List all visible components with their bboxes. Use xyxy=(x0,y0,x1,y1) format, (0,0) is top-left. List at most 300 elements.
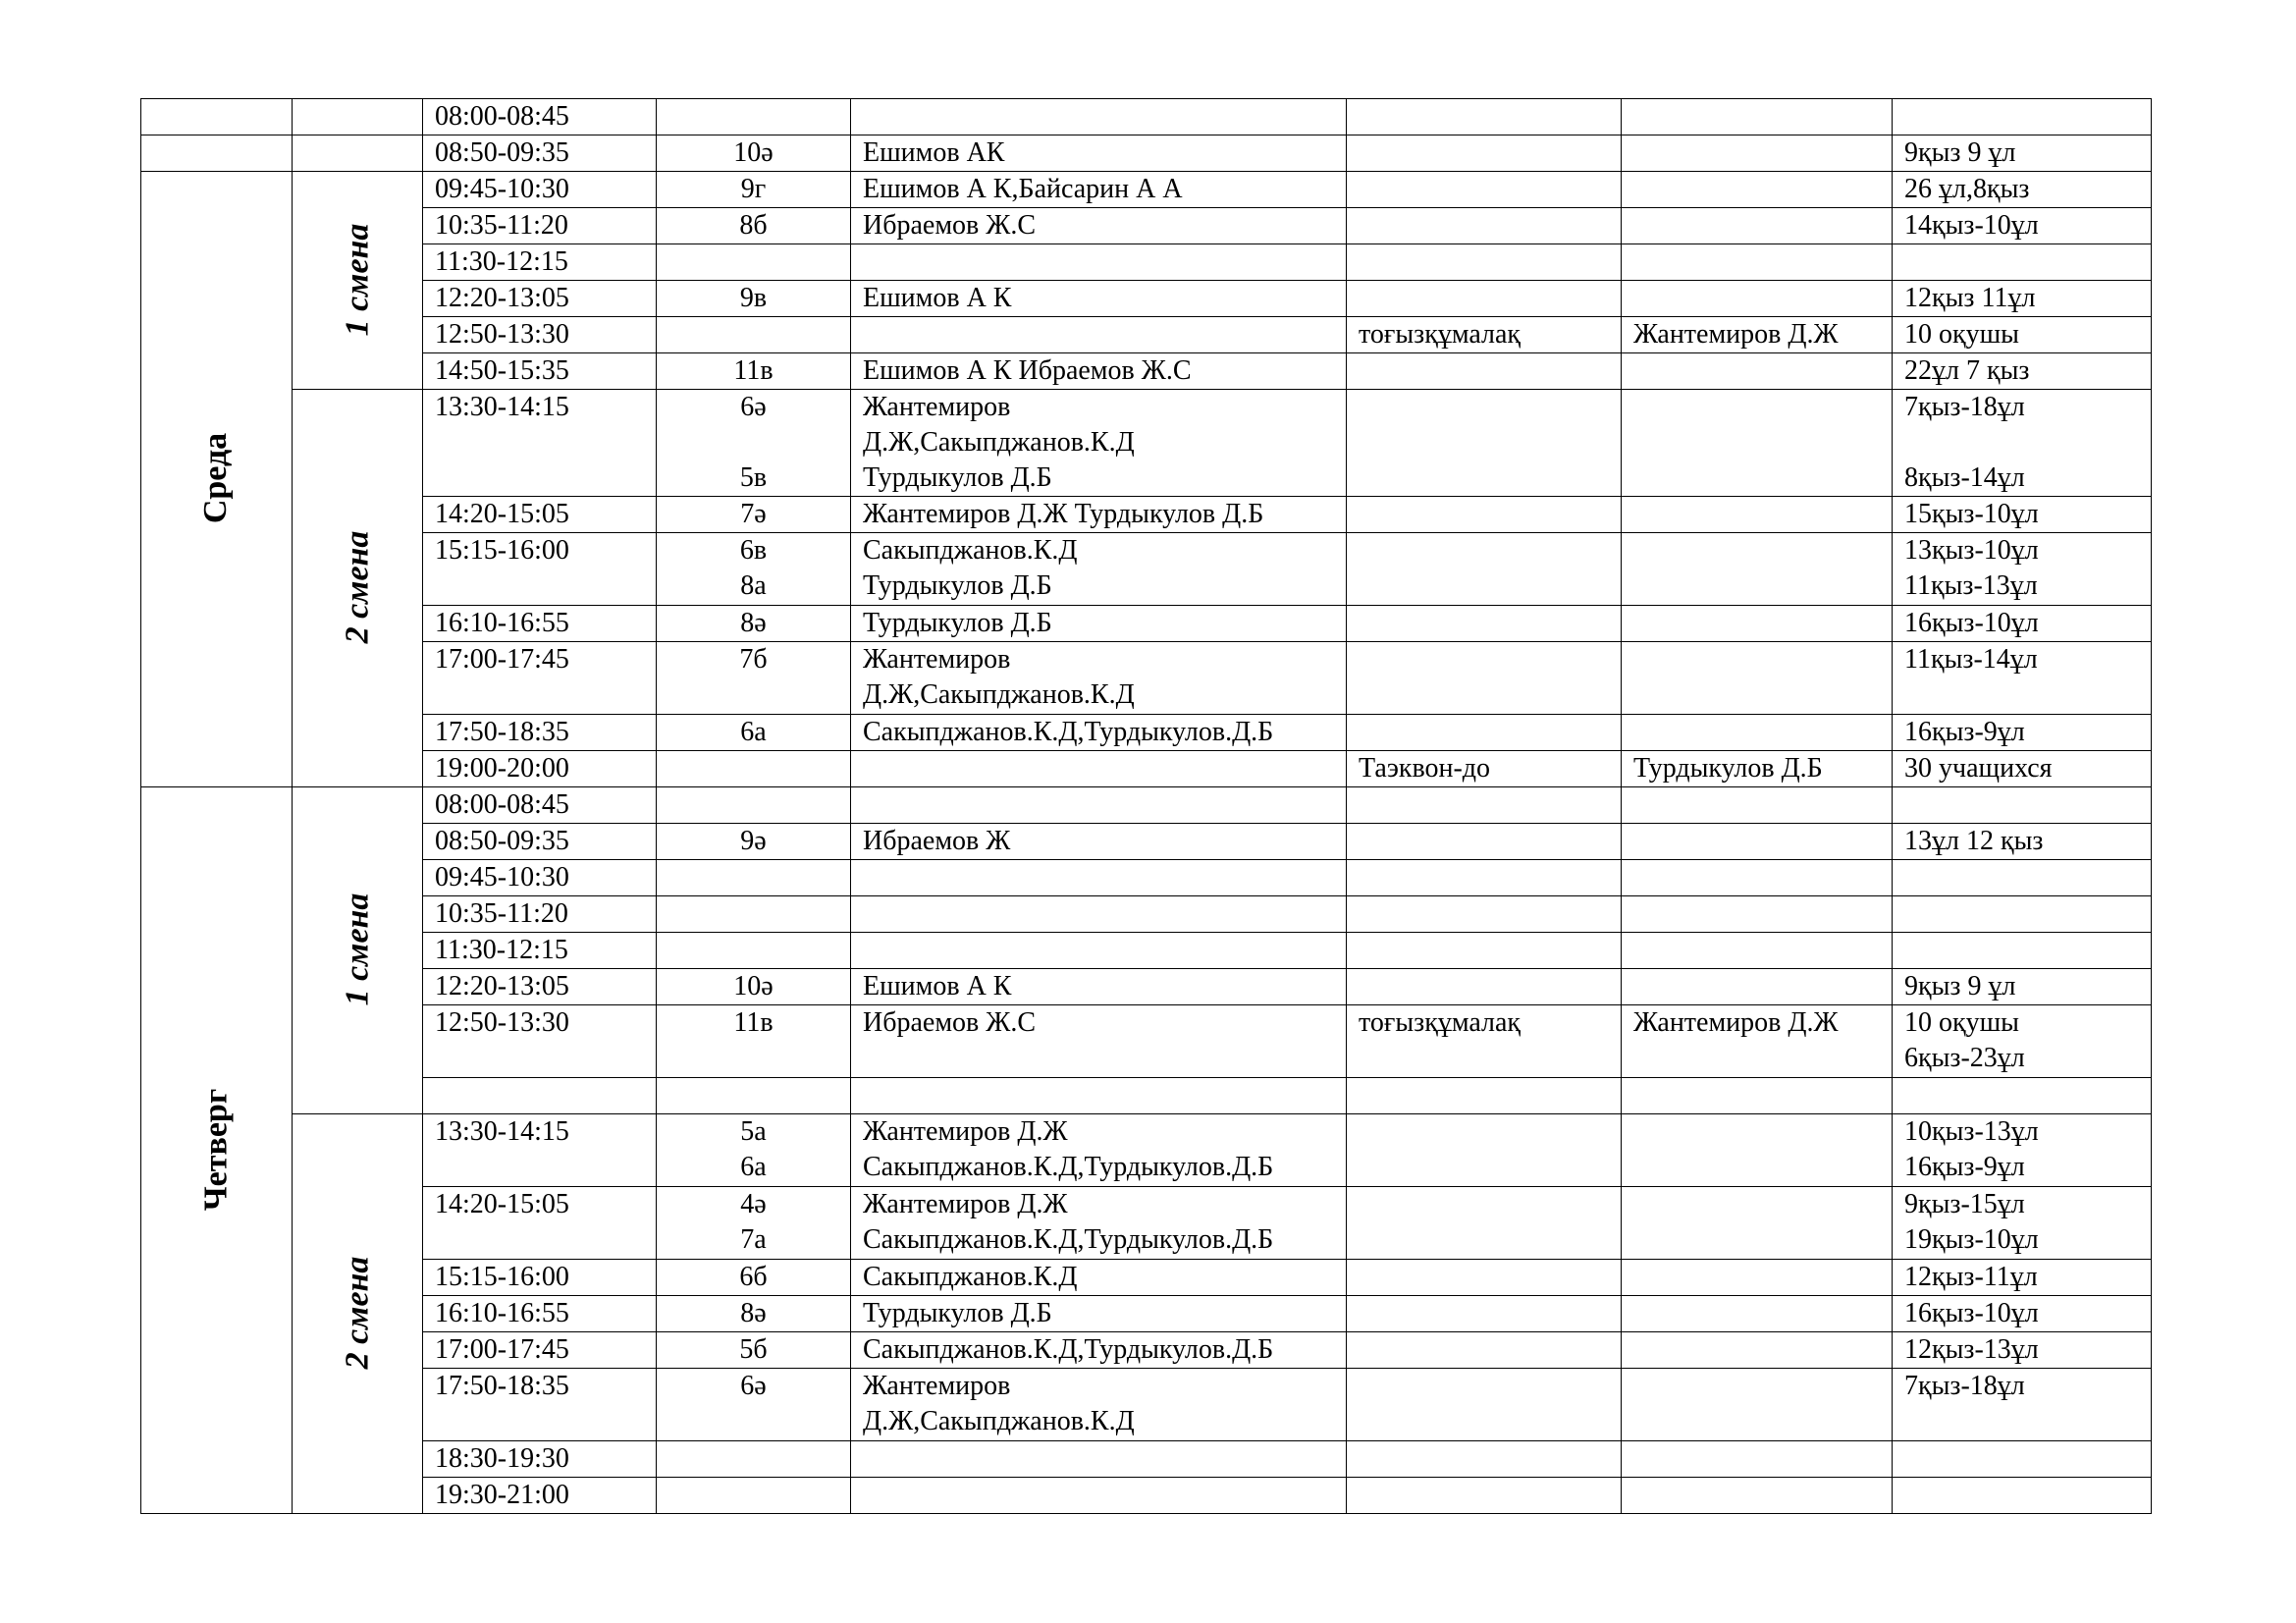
class-cell xyxy=(657,1296,851,1332)
students-cell-line: 19қыз-10ұл xyxy=(1904,1224,2039,1255)
teacher-cell xyxy=(851,1369,1347,1441)
table-row xyxy=(141,933,2152,969)
class-cell-line: 9ә xyxy=(740,826,767,856)
time-cell xyxy=(423,1005,657,1078)
time-cell-text: 16:10-16:55 xyxy=(435,1298,569,1328)
circle-cell-text: тоғызқұмалақ xyxy=(1359,319,1522,350)
time-cell xyxy=(423,497,657,533)
time-cell-text: 11:30-12:15 xyxy=(435,935,568,965)
students-cell-line: 10 оқушы xyxy=(1904,1007,2019,1038)
time-cell-text: 12:50-13:30 xyxy=(435,319,569,350)
students-cell xyxy=(1893,497,2152,533)
time-cell-text: 08:50-09:35 xyxy=(435,826,569,856)
teacher-cell xyxy=(851,1296,1347,1332)
time-cell xyxy=(423,642,657,715)
time-cell xyxy=(423,1078,657,1114)
time-cell xyxy=(423,135,657,172)
circle-cell xyxy=(1347,135,1622,172)
time-cell-text: 09:45-10:30 xyxy=(435,862,569,893)
class-cell xyxy=(657,751,851,787)
table-row xyxy=(141,1441,2152,1478)
students-cell xyxy=(1893,244,2152,281)
students-cell xyxy=(1893,896,2152,933)
teacher-cell-line: Ибраемов Ж xyxy=(863,826,1011,856)
class-cell xyxy=(657,533,851,606)
time-cell-text: 08:50-09:35 xyxy=(435,137,569,168)
class-cell xyxy=(657,860,851,896)
class-cell-line: 7б xyxy=(739,644,768,675)
leader-cell xyxy=(1622,281,1893,317)
teacher-cell xyxy=(851,1478,1347,1514)
circle-cell xyxy=(1347,606,1622,642)
teacher-cell xyxy=(851,606,1347,642)
teacher-cell-line: Д.Ж,Сакыпджанов.К.Д xyxy=(863,427,1135,458)
teacher-cell-line: Сакыпджанов.К.Д,Турдыкулов.Д.Б xyxy=(863,1224,1274,1255)
students-cell-line: 10 оқушы xyxy=(1904,319,2019,350)
leader-cell xyxy=(1622,1078,1893,1114)
table-row xyxy=(141,824,2152,860)
time-cell-text: 12:20-13:05 xyxy=(435,283,569,313)
time-cell xyxy=(423,606,657,642)
teacher-cell xyxy=(851,135,1347,172)
teacher-cell-line: Жантемиров Д.Ж Турдыкулов Д.Б xyxy=(863,499,1264,529)
students-cell-line: 16қыз-10ұл xyxy=(1904,608,2039,638)
circle-cell xyxy=(1347,1114,1622,1187)
shift-cell xyxy=(293,172,423,390)
time-cell xyxy=(423,1187,657,1260)
leader-cell xyxy=(1622,642,1893,715)
day-cell-label: Среда xyxy=(197,432,235,524)
teacher-cell-line: Ибраемов Ж.С xyxy=(863,1007,1037,1038)
table-row xyxy=(141,317,2152,353)
teacher-cell-line: Ешимов А К xyxy=(863,971,1012,1001)
day-cell xyxy=(141,172,293,787)
teacher-cell xyxy=(851,1114,1347,1187)
teacher-cell xyxy=(851,969,1347,1005)
leader-cell xyxy=(1622,1005,1893,1078)
time-cell-text: 17:50-18:35 xyxy=(435,717,569,747)
teacher-cell xyxy=(851,1441,1347,1478)
table-row xyxy=(141,751,2152,787)
table-row xyxy=(141,969,2152,1005)
teacher-cell xyxy=(851,281,1347,317)
class-cell-line: 6а xyxy=(740,717,767,747)
students-cell xyxy=(1893,1478,2152,1514)
time-cell xyxy=(423,1296,657,1332)
table-row xyxy=(141,497,2152,533)
table-row xyxy=(141,896,2152,933)
students-cell-line: 30 учащихся xyxy=(1904,753,2053,784)
circle-cell xyxy=(1347,497,1622,533)
leader-cell xyxy=(1622,1296,1893,1332)
time-cell xyxy=(423,787,657,824)
teacher-cell xyxy=(851,353,1347,390)
day-cell xyxy=(141,99,293,135)
teacher-cell xyxy=(851,172,1347,208)
students-cell xyxy=(1893,533,2152,606)
circle-cell xyxy=(1347,1078,1622,1114)
teacher-cell-line: Сакыпджанов.К.Д,Турдыкулов.Д.Б xyxy=(863,1334,1274,1365)
time-cell-text: 15:15-16:00 xyxy=(435,1262,569,1292)
teacher-cell xyxy=(851,533,1347,606)
leader-cell-text: Жантемиров Д.Ж xyxy=(1633,1007,1839,1038)
teacher-cell-line: Ешимов А К xyxy=(863,283,1012,313)
time-cell xyxy=(423,824,657,860)
class-cell xyxy=(657,824,851,860)
circle-cell xyxy=(1347,969,1622,1005)
table-row xyxy=(141,353,2152,390)
students-cell xyxy=(1893,1332,2152,1369)
teacher-cell-line: Ешимов АК xyxy=(863,137,1005,168)
shift-cell xyxy=(293,135,423,172)
class-cell-line: 5а xyxy=(740,1116,767,1147)
leader-cell xyxy=(1622,497,1893,533)
teacher-cell xyxy=(851,824,1347,860)
table-row xyxy=(141,99,2152,135)
class-cell-line: 11в xyxy=(733,355,774,386)
time-cell xyxy=(423,172,657,208)
class-cell xyxy=(657,606,851,642)
circle-cell xyxy=(1347,751,1622,787)
circle-cell xyxy=(1347,172,1622,208)
students-cell xyxy=(1893,751,2152,787)
table-row xyxy=(141,1187,2152,1260)
time-cell-text: 11:30-12:15 xyxy=(435,246,568,277)
class-cell-line: 11в xyxy=(733,1007,774,1038)
students-cell-line: 13қыз-10ұл xyxy=(1904,535,2039,566)
students-cell xyxy=(1893,642,2152,715)
class-cell xyxy=(657,1187,851,1260)
teacher-cell-line: Жантемиров Д.Ж xyxy=(863,1116,1068,1147)
teacher-cell-line: Сакыпджанов.К.Д xyxy=(863,1262,1078,1292)
teacher-cell xyxy=(851,208,1347,244)
teacher-cell xyxy=(851,1187,1347,1260)
students-cell-line xyxy=(1904,425,2139,460)
teacher-cell xyxy=(851,933,1347,969)
teacher-cell-line: Турдыкулов Д.Б xyxy=(863,570,1052,601)
teacher-cell-line: Жантемиров Д.Ж xyxy=(863,1189,1068,1219)
circle-cell xyxy=(1347,244,1622,281)
students-cell xyxy=(1893,390,2152,497)
circle-cell xyxy=(1347,715,1622,751)
time-cell xyxy=(423,933,657,969)
circle-cell xyxy=(1347,1332,1622,1369)
time-cell xyxy=(423,208,657,244)
teacher-cell-line: Турдыкулов Д.Б xyxy=(863,608,1052,638)
shift-cell-label: 1 смена xyxy=(338,223,375,336)
circle-cell xyxy=(1347,860,1622,896)
students-cell xyxy=(1893,933,2152,969)
students-cell-line: 14қыз-10ұл xyxy=(1904,210,2039,241)
teacher-cell xyxy=(851,99,1347,135)
time-cell-text: 08:00-08:45 xyxy=(435,101,569,132)
teacher-cell-line: Ешимов А К,Байсарин А А xyxy=(863,174,1183,204)
class-cell-line: 8ә xyxy=(740,608,767,638)
class-cell-line: 6а xyxy=(740,1152,767,1182)
class-cell-line: 5в xyxy=(739,462,768,493)
students-cell xyxy=(1893,824,2152,860)
students-cell xyxy=(1893,99,2152,135)
table-row xyxy=(141,1078,2152,1114)
shift-cell xyxy=(293,787,423,1114)
class-cell xyxy=(657,497,851,533)
circle-cell xyxy=(1347,787,1622,824)
table-row xyxy=(141,172,2152,208)
leader-cell-text: Турдыкулов Д.Б xyxy=(1633,753,1823,784)
time-cell-text: 19:30-21:00 xyxy=(435,1480,569,1510)
leader-cell xyxy=(1622,99,1893,135)
students-cell-line: 10қыз-13ұл xyxy=(1904,1116,2039,1147)
time-cell-text: 15:15-16:00 xyxy=(435,535,569,566)
leader-cell xyxy=(1622,317,1893,353)
students-cell xyxy=(1893,969,2152,1005)
students-cell xyxy=(1893,1187,2152,1260)
shift-cell xyxy=(293,99,423,135)
teacher-cell xyxy=(851,1260,1347,1296)
time-cell-text: 19:00-20:00 xyxy=(435,753,569,784)
class-cell-line: 8ә xyxy=(740,1298,767,1328)
time-cell xyxy=(423,715,657,751)
students-cell xyxy=(1893,1078,2152,1114)
students-cell-line: 22ұл 7 қыз xyxy=(1904,355,2030,386)
students-cell-line: 12қыз-13ұл xyxy=(1904,1334,2039,1365)
leader-cell xyxy=(1622,135,1893,172)
time-cell xyxy=(423,390,657,497)
class-cell xyxy=(657,135,851,172)
class-cell-line: 6в xyxy=(739,535,768,566)
time-cell-text: 10:35-11:20 xyxy=(435,898,568,929)
class-cell-line: 9г xyxy=(740,174,767,204)
teacher-cell xyxy=(851,1078,1347,1114)
table-row xyxy=(141,860,2152,896)
table-row xyxy=(141,244,2152,281)
students-cell xyxy=(1893,860,2152,896)
students-cell-line: 8қыз-14ұл xyxy=(1904,462,2025,493)
leader-cell xyxy=(1622,751,1893,787)
circle-cell xyxy=(1347,281,1622,317)
class-cell-line: 5б xyxy=(739,1334,768,1365)
class-cell xyxy=(657,99,851,135)
circle-cell xyxy=(1347,1441,1622,1478)
teacher-cell xyxy=(851,642,1347,715)
time-cell xyxy=(423,1441,657,1478)
time-cell xyxy=(423,1114,657,1187)
schedule-table xyxy=(140,98,2152,1514)
students-cell-line: 12қыз-11ұл xyxy=(1904,1262,2038,1292)
leader-cell xyxy=(1622,208,1893,244)
time-cell-text: 13:30-14:15 xyxy=(435,392,569,422)
time-cell-text: 17:00-17:45 xyxy=(435,644,569,675)
shift-cell-label: 2 смена xyxy=(338,530,375,644)
time-cell xyxy=(423,751,657,787)
students-cell-line: 7қыз-18ұл xyxy=(1904,1371,2025,1401)
class-cell xyxy=(657,1114,851,1187)
circle-cell xyxy=(1347,896,1622,933)
teacher-cell xyxy=(851,715,1347,751)
students-cell xyxy=(1893,1369,2152,1441)
teacher-cell-line: Турдыкулов Д.Б xyxy=(863,1298,1052,1328)
time-cell-text: 14:20-15:05 xyxy=(435,1189,569,1219)
class-cell xyxy=(657,1078,851,1114)
circle-cell xyxy=(1347,353,1622,390)
circle-cell xyxy=(1347,208,1622,244)
students-cell xyxy=(1893,715,2152,751)
class-cell xyxy=(657,715,851,751)
leader-cell xyxy=(1622,244,1893,281)
circle-cell xyxy=(1347,1478,1622,1514)
class-cell xyxy=(657,390,851,497)
leader-cell xyxy=(1622,1478,1893,1514)
schedule-body xyxy=(141,99,2152,1514)
circle-cell xyxy=(1347,1260,1622,1296)
students-cell xyxy=(1893,281,2152,317)
circle-cell-text: тоғызқұмалақ xyxy=(1359,1007,1522,1038)
table-row xyxy=(141,1005,2152,1078)
students-cell xyxy=(1893,787,2152,824)
students-cell xyxy=(1893,606,2152,642)
students-cell-line: 15қыз-10ұл xyxy=(1904,499,2039,529)
students-cell xyxy=(1893,317,2152,353)
table-row xyxy=(141,533,2152,606)
class-cell xyxy=(657,1369,851,1441)
teacher-cell xyxy=(851,390,1347,497)
students-cell-line: 12қыз 11ұл xyxy=(1904,283,2036,313)
time-cell xyxy=(423,896,657,933)
teacher-cell xyxy=(851,1332,1347,1369)
time-cell xyxy=(423,533,657,606)
class-cell xyxy=(657,244,851,281)
teacher-cell xyxy=(851,497,1347,533)
class-cell-line: 7ә xyxy=(740,499,767,529)
class-cell-line: 10ә xyxy=(733,971,774,1001)
circle-cell xyxy=(1347,642,1622,715)
time-cell xyxy=(423,1478,657,1514)
class-cell xyxy=(657,642,851,715)
leader-cell xyxy=(1622,933,1893,969)
time-cell xyxy=(423,99,657,135)
students-cell-line: 26 ұл,8қыз xyxy=(1904,174,2030,204)
circle-cell xyxy=(1347,1187,1622,1260)
leader-cell-text: Жантемиров Д.Ж xyxy=(1633,319,1839,350)
students-cell-line: 16қыз-9ұл xyxy=(1904,717,2025,747)
students-cell-line: 6қыз-23ұл xyxy=(1904,1043,2025,1073)
time-cell xyxy=(423,1369,657,1441)
teacher-cell-line: Турдыкулов Д.Б xyxy=(863,462,1052,493)
table-row xyxy=(141,208,2152,244)
time-cell xyxy=(423,244,657,281)
time-cell-text: 14:50-15:35 xyxy=(435,355,569,386)
class-cell xyxy=(657,317,851,353)
students-cell-line: 11қыз-14ұл xyxy=(1904,644,2038,675)
time-cell-text: 08:00-08:45 xyxy=(435,789,569,820)
students-cell-line: 16қыз-10ұл xyxy=(1904,1298,2039,1328)
shift-cell xyxy=(293,1114,423,1514)
time-cell-text: 18:30-19:30 xyxy=(435,1443,569,1474)
circle-cell xyxy=(1347,824,1622,860)
day-cell xyxy=(141,135,293,172)
teacher-cell-line: Жантемиров xyxy=(863,392,1011,422)
table-row xyxy=(141,642,2152,715)
class-cell xyxy=(657,896,851,933)
table-row xyxy=(141,281,2152,317)
time-cell xyxy=(423,353,657,390)
table-row xyxy=(141,1114,2152,1187)
time-cell xyxy=(423,969,657,1005)
class-cell-line: 8а xyxy=(740,570,767,601)
circle-cell-text: Таэквон-до xyxy=(1359,753,1491,784)
circle-cell xyxy=(1347,1005,1622,1078)
teacher-cell-line: Д.Ж,Сакыпджанов.К.Д xyxy=(863,1406,1135,1436)
leader-cell xyxy=(1622,1441,1893,1478)
leader-cell xyxy=(1622,969,1893,1005)
table-row xyxy=(141,1332,2152,1369)
circle-cell xyxy=(1347,390,1622,497)
students-cell xyxy=(1893,1441,2152,1478)
leader-cell xyxy=(1622,787,1893,824)
students-cell xyxy=(1893,135,2152,172)
circle-cell xyxy=(1347,99,1622,135)
table-row xyxy=(141,135,2152,172)
teacher-cell xyxy=(851,1005,1347,1078)
leader-cell xyxy=(1622,715,1893,751)
time-cell-text: 12:20-13:05 xyxy=(435,971,569,1001)
time-cell-text: 14:20-15:05 xyxy=(435,499,569,529)
table-row xyxy=(141,1260,2152,1296)
time-cell xyxy=(423,1260,657,1296)
teacher-cell-line: Жантемиров xyxy=(863,644,1011,675)
circle-cell xyxy=(1347,933,1622,969)
students-cell xyxy=(1893,208,2152,244)
leader-cell xyxy=(1622,390,1893,497)
students-cell xyxy=(1893,1260,2152,1296)
circle-cell xyxy=(1347,1296,1622,1332)
time-cell-text: 17:50-18:35 xyxy=(435,1371,569,1401)
table-row xyxy=(141,1369,2152,1441)
time-cell-text: 10:35-11:20 xyxy=(435,210,568,241)
day-cell-label: Четверг xyxy=(197,1088,235,1211)
class-cell-line xyxy=(668,425,838,460)
class-cell-line: 10ә xyxy=(733,137,774,168)
students-cell xyxy=(1893,1114,2152,1187)
students-cell-line: 13ұл 12 қыз xyxy=(1904,826,2044,856)
leader-cell xyxy=(1622,1332,1893,1369)
shift-cell-label: 1 смена xyxy=(338,893,375,1006)
students-cell xyxy=(1893,353,2152,390)
leader-cell xyxy=(1622,172,1893,208)
shift-cell-label: 2 смена xyxy=(338,1256,375,1370)
leader-cell xyxy=(1622,1369,1893,1441)
teacher-cell xyxy=(851,787,1347,824)
teacher-cell-line: Жантемиров xyxy=(863,1371,1011,1401)
class-cell xyxy=(657,787,851,824)
leader-cell xyxy=(1622,1260,1893,1296)
class-cell-line: 6ә xyxy=(740,1371,767,1401)
class-cell-line: 7а xyxy=(740,1224,767,1255)
time-cell xyxy=(423,1332,657,1369)
students-cell-line: 9қыз-15ұл xyxy=(1904,1189,2025,1219)
leader-cell xyxy=(1622,606,1893,642)
teacher-cell-line: Ешимов А К Ибраемов Ж.С xyxy=(863,355,1192,386)
teacher-cell-line: Сакыпджанов.К.Д xyxy=(863,535,1078,566)
teacher-cell-line: Ибраемов Ж.С xyxy=(863,210,1037,241)
students-cell-line: 9қыз 9 ұл xyxy=(1904,137,2016,168)
students-cell-line: 7қыз-18ұл xyxy=(1904,392,2025,422)
teacher-cell xyxy=(851,896,1347,933)
class-cell-line: 9в xyxy=(739,283,768,313)
table-row xyxy=(141,1296,2152,1332)
class-cell xyxy=(657,172,851,208)
table-row xyxy=(141,606,2152,642)
